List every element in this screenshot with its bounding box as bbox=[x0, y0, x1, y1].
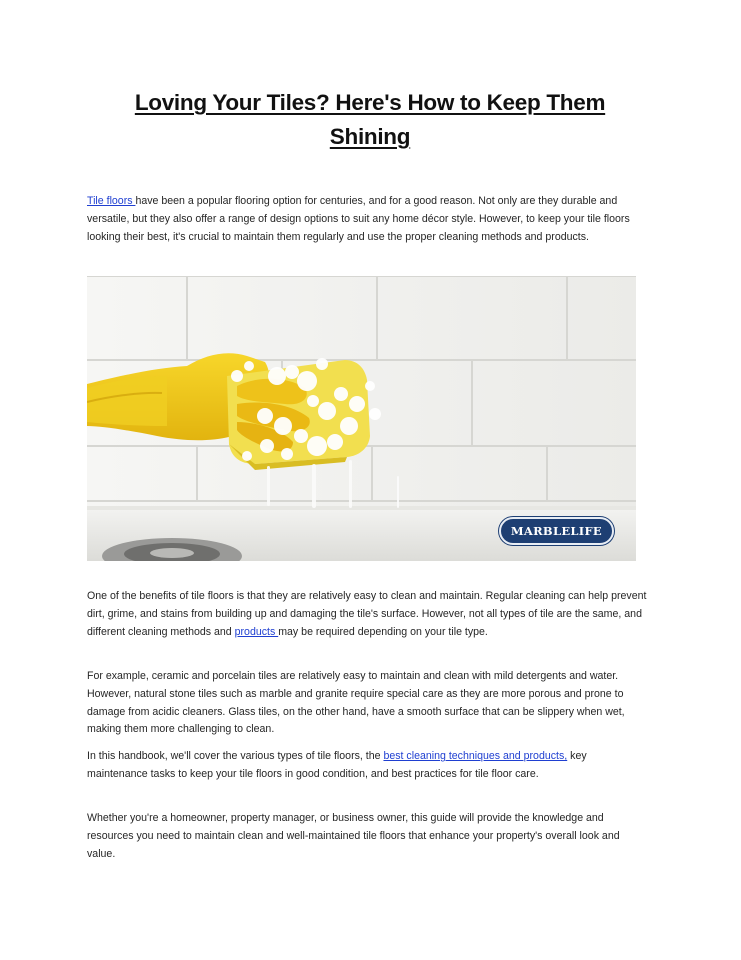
benefits-paragraph bbox=[87, 588, 647, 641]
benefits-text-start: One of the benefits of tile floors is that they are relatively easy to clean and maintain. Regular cleaning can help prevent dirt, grime, and stains from building up and damaging the tile's surface. However, not all types of tile are the same, and different cleaning methods and bbox=[87, 590, 647, 638]
handbook-text-end: key maintenance tasks to keep your tile floors in good condition, and best practices for tile floor care. bbox=[87, 750, 587, 780]
marblelife-logo: MARBLELIFE bbox=[499, 517, 614, 545]
handbook-text-start: In this handbook, we'll cover the various types of tile floors, the bbox=[87, 750, 384, 762]
cleaning-photo bbox=[87, 276, 636, 561]
tile-floors-link[interactable]: Tile floors bbox=[87, 195, 136, 207]
benefits-text-end: may be required depending on your tile type. bbox=[278, 625, 488, 638]
example-paragraph: For example, ceramic and porcelain tiles are relatively easy to maintain and clean with mild detergents and water. However, natural stone tiles such as marble and granite require special care as they are more porous and prone to damage from acidic cleaners. Glass tiles, on the other hand, have a smooth surface that can be slippery when wet, making them more challenging to clean. bbox=[87, 670, 625, 736]
handbook-paragraph bbox=[87, 748, 647, 784]
title-line-1: Loving Your Tiles? Here's How to Keep Them bbox=[134, 90, 606, 115]
closing-paragraph: Whether you're a homeowner, property manager, or business owner, this guide will provide the knowledge and resources you need to maintain clean and well-maintained tile floors that enhance your property's overall look and value. bbox=[87, 812, 620, 860]
products-link[interactable]: products bbox=[234, 625, 279, 638]
cleaning-techniques-link[interactable]: best cleaning techniques and products, bbox=[383, 750, 568, 762]
document-title bbox=[87, 86, 653, 154]
intro-text: have been a popular flooring option for centuries, and for a good reason. Not only are they durable and versatile, but they also offer a range of design options to suit any home décor style. However, to keep your tile floors looking their best, it's crucial to maintain them regularly and use the proper cleaning methods and products. bbox=[87, 195, 630, 243]
intro-paragraph bbox=[87, 193, 647, 246]
title-line-2: Shining bbox=[329, 124, 411, 149]
